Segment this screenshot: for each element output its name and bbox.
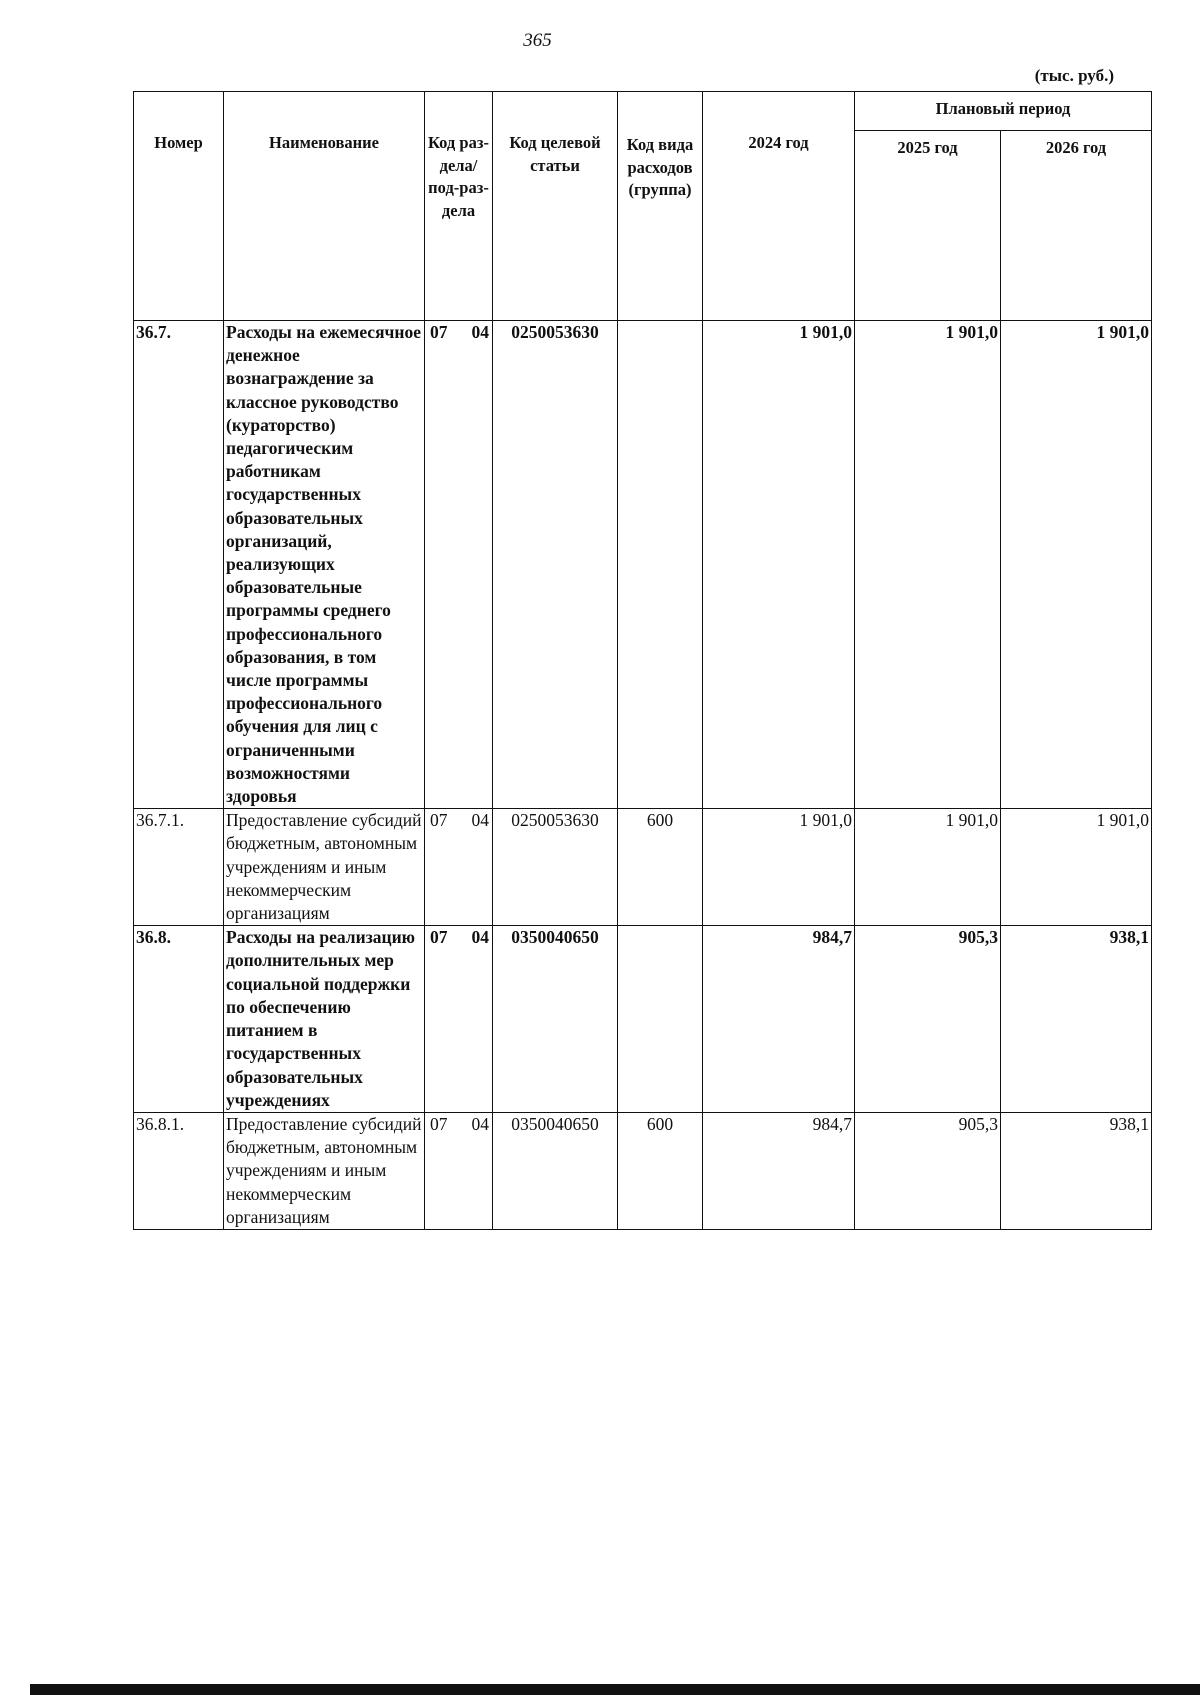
row-number: 36.8.1. bbox=[134, 1112, 224, 1229]
row-value-2025: 905,3 bbox=[855, 926, 1001, 1113]
row-value-2024: 984,7 bbox=[703, 926, 855, 1113]
row-value-2024: 1 901,0 bbox=[703, 321, 855, 809]
budget-table bbox=[133, 91, 1152, 1230]
row-name: Предоставление субсидий бюджетным, автономным учреждениям и иным некоммерческим организациям bbox=[224, 809, 425, 926]
row-expense-type bbox=[618, 321, 703, 809]
table-row bbox=[134, 321, 1152, 809]
header-row bbox=[134, 92, 1152, 131]
row-number: 36.8. bbox=[134, 926, 224, 1113]
row-number: 36.7. bbox=[134, 321, 224, 809]
row-value-2026: 1 901,0 bbox=[1001, 809, 1152, 926]
row-name: Предоставление субсидий бюджетным, автономным учреждениям и иным некоммерческим организациям bbox=[224, 1112, 425, 1229]
page-number: 365 bbox=[523, 30, 552, 51]
razdel-code: 07 bbox=[430, 1113, 448, 1134]
row-value-2025: 905,3 bbox=[855, 1112, 1001, 1229]
razdel-code: 07 bbox=[430, 927, 448, 948]
row-value-2026: 938,1 bbox=[1001, 1112, 1152, 1229]
row-name: Расходы на реализацию дополнительных мер социальной поддержки по обеспечению питанием в государственных образовательных учреждениях bbox=[224, 926, 425, 1113]
row-target-code: 0350040650 bbox=[493, 1112, 618, 1229]
header-year-2024: 2024 год bbox=[703, 92, 855, 321]
row-section-code bbox=[425, 1112, 493, 1229]
row-value-2025: 1 901,0 bbox=[855, 321, 1001, 809]
row-value-2026: 938,1 bbox=[1001, 926, 1152, 1113]
table-row bbox=[134, 1112, 1152, 1229]
row-section-code bbox=[425, 809, 493, 926]
header-section-code: Код раз-дела/ под-раз-дела bbox=[425, 92, 493, 321]
podrazdel-code: 04 bbox=[471, 927, 489, 948]
row-value-2024: 984,7 bbox=[703, 1112, 855, 1229]
row-number: 36.7.1. bbox=[134, 809, 224, 926]
row-value-2025: 1 901,0 bbox=[855, 809, 1001, 926]
header-year-2025: 2025 год bbox=[855, 131, 1001, 321]
row-value-2026: 1 901,0 bbox=[1001, 321, 1152, 809]
units-label: (тыс. руб.) bbox=[1034, 66, 1114, 85]
row-expense-type bbox=[618, 926, 703, 1113]
scan-edge-line bbox=[30, 1684, 1200, 1695]
header-expense-type: Код вида расходов (группа) bbox=[618, 92, 703, 321]
row-value-2024: 1 901,0 bbox=[703, 809, 855, 926]
podrazdel-code: 04 bbox=[471, 322, 489, 342]
podrazdel-code: 04 bbox=[471, 1113, 489, 1134]
header-year-2026: 2026 год bbox=[1001, 131, 1152, 321]
header-number: Номер bbox=[134, 92, 224, 321]
row-section-code bbox=[425, 321, 493, 809]
table-row bbox=[134, 809, 1152, 926]
table-row bbox=[134, 926, 1152, 1113]
header-target-code: Код целевой статьи bbox=[493, 92, 618, 321]
header-name: Наименование bbox=[224, 92, 425, 321]
podrazdel-code: 04 bbox=[471, 810, 489, 831]
razdel-code: 07 bbox=[430, 810, 448, 831]
row-section-code bbox=[425, 926, 493, 1113]
row-target-code: 0250053630 bbox=[493, 809, 618, 926]
row-expense-type: 600 bbox=[618, 1112, 703, 1229]
row-name: Расходы на ежемесячное денежное вознаграждение за классное руководство (кураторство) педагогическим работникам государственных образовательных организаций, реализующих образовательные программы среднего профессионального образования, в том числе программы профессионального обучения для лиц с ограниченными возможностями здоровья bbox=[224, 321, 425, 809]
row-target-code: 0250053630 bbox=[493, 321, 618, 809]
row-expense-type: 600 bbox=[618, 809, 703, 926]
row-target-code: 0350040650 bbox=[493, 926, 618, 1113]
header-planned-period: Плановый период bbox=[855, 92, 1152, 131]
razdel-code: 07 bbox=[430, 322, 448, 342]
